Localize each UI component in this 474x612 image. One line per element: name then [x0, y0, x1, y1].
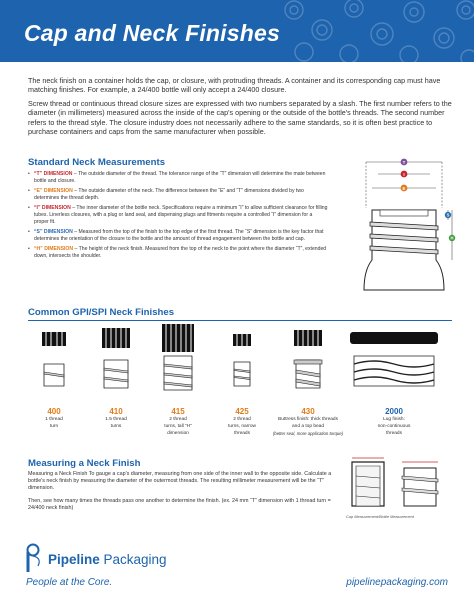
term-description: – The inner diameter of the bottle neck. Specifications require a minimum “I” to allow sufficient clearance for filling tubes. Linerless closures, with a plug or land seal, and dispensing plugs and fitments require a controlled “I” dimension for a proper fit.: [34, 204, 328, 226]
measuring-paragraph: Then, see how many times the threads pass one another to determine the finish. (ex. 24 mm “T” dimension with 1 thread turn = 24/400 neck finish): [28, 498, 331, 512]
measurement-list: [28, 171, 328, 263]
finish-code: 400: [47, 407, 61, 416]
finish-desc-line: dimension: [167, 430, 189, 436]
brand-name-bold: Pipeline: [48, 552, 100, 567]
finish-415-icon: [148, 324, 208, 404]
neck-dimension-diagram: [348, 148, 458, 298]
website-link[interactable]: pipelinepackaging.com: [346, 577, 448, 588]
term-description: – The height of the neck finish. Measured from the top of the neck to the point where the diameter “T”, extended down, intersects the shoulder.: [34, 245, 327, 260]
finish-410-icon: [86, 324, 146, 404]
finish-430-icon: [272, 324, 344, 404]
finish-desc-line: turns: [110, 423, 122, 429]
measuring-paragraph: Measuring a Neck Finish To gauge a cap's diameter, measuring from one side of the inner wall to the opposite side. Calculate a bottle's neck finish by measuring the diameter of the outermost threads. The resulting millimeter measurement will be the “T” dimension.: [28, 471, 332, 492]
finish-2000: [346, 324, 442, 436]
finish-desc-line: threads: [234, 430, 250, 436]
diagram-label-s: S: [446, 212, 450, 218]
finish-code: 415: [171, 407, 185, 416]
brand-name: [48, 552, 167, 567]
measuring-title: Measuring a Neck Finish: [28, 458, 141, 469]
standard-measurements-title: Standard Neck Measurements: [28, 157, 166, 168]
term-e: “E” DIMENSION: [34, 187, 73, 194]
finish-desc-line: 2 thread: [233, 417, 251, 422]
diagram-label-e: E: [402, 185, 406, 191]
finish-415: [148, 324, 208, 436]
list-item: [28, 246, 328, 260]
cap-bottle-measurement-diagram: [346, 454, 446, 512]
list-item: [28, 229, 328, 243]
finish-400-icon: [24, 324, 84, 404]
term-description: – The outside diameter of the neck. The difference between the “E” and “T” dimensions divided by two determines the thread depth.: [34, 187, 304, 202]
finish-desc-line: 1 thread: [45, 417, 63, 422]
finish-desc-line: non-continuous: [377, 423, 411, 429]
list-item: [28, 171, 328, 185]
diagram-label-i: I: [403, 171, 405, 177]
finish-code: 2000: [385, 407, 403, 416]
page-title: Cap and Neck Finishes: [24, 20, 280, 46]
term-s: “S” DIMENSION: [34, 228, 73, 235]
finish-2000-icon: [346, 324, 442, 404]
finish-desc-line: Lug finish:: [383, 417, 405, 422]
term-description: – The outside diameter of the thread. The tolerance range of the “T” dimension will determine the mate between bottle and closure.: [34, 171, 326, 185]
term-description: – Measured from the top of the finish to the top edge of the first thread. The “S” dimension is the key factor that determines the orientation of the closure to the bottle and the amount of thread engagement between the bottle and cap.: [34, 228, 324, 243]
brand-name-regular: Packaging: [99, 552, 167, 567]
diagram-label-t: T: [402, 159, 406, 165]
finish-desc-line: threads: [386, 430, 402, 436]
term-i: “I” DIMENSION: [34, 204, 71, 211]
header-banner: [0, 0, 474, 62]
finish-410: [86, 324, 146, 430]
section-divider: [28, 320, 452, 321]
swirl-pattern-icon: [274, 0, 474, 62]
finish-desc-line: (better seal, more application torque): [272, 430, 344, 436]
finish-desc-line: and a top bead: [291, 423, 324, 429]
finish-desc-line: turns, narrow: [228, 423, 256, 429]
finish-400: [24, 324, 84, 430]
diagram-label-h: H: [450, 235, 454, 241]
intro-paragraph: Screw thread or continuous thread closure sizes are expressed with two numbers separated by a slash. The first number refers to the diameter (in millimeters) measured across the inside of the cap's opening or the outside of the bottle's threads. The second number refers to the thread style. The closure industry does not necessarily adhere to the same standards, so it is often best practice to purchase containers and caps from the same manufacturer when possible.: [28, 99, 452, 137]
finish-code: 425: [235, 407, 249, 416]
tagline: People at the Core.: [26, 577, 113, 588]
finish-430: [272, 324, 344, 436]
finish-425: [212, 324, 272, 436]
term-t: “T” DIMENSION: [34, 171, 73, 177]
finish-code: 430: [301, 407, 315, 416]
pipeline-logo-icon: [24, 542, 48, 574]
finish-desc-line: Buttress finish: thick threads: [278, 417, 338, 422]
finish-desc-line: turn: [49, 423, 59, 429]
finish-desc-line: 2 thread: [169, 417, 187, 422]
diagram-caption: Cap Measurement/Bottle Measurement: [346, 514, 414, 519]
list-item: [28, 205, 328, 227]
finish-code: 410: [109, 407, 123, 416]
list-item: [28, 188, 328, 202]
finish-425-icon: [212, 324, 272, 404]
finish-desc-line: turns, tall “H”: [164, 423, 192, 429]
common-finishes-title: Common GPI/SPI Neck Finishes: [28, 307, 175, 318]
intro-paragraph: The neck finish on a container holds the cap, or closure, with protruding threads. A container and its corresponding cap must have matching finishes. For example, a 24/400 bottle will only accept a 24/400 closure.: [28, 76, 441, 95]
term-h: “H” DIMENSION: [34, 245, 74, 252]
finish-desc-line: 1.5 thread: [105, 417, 127, 422]
